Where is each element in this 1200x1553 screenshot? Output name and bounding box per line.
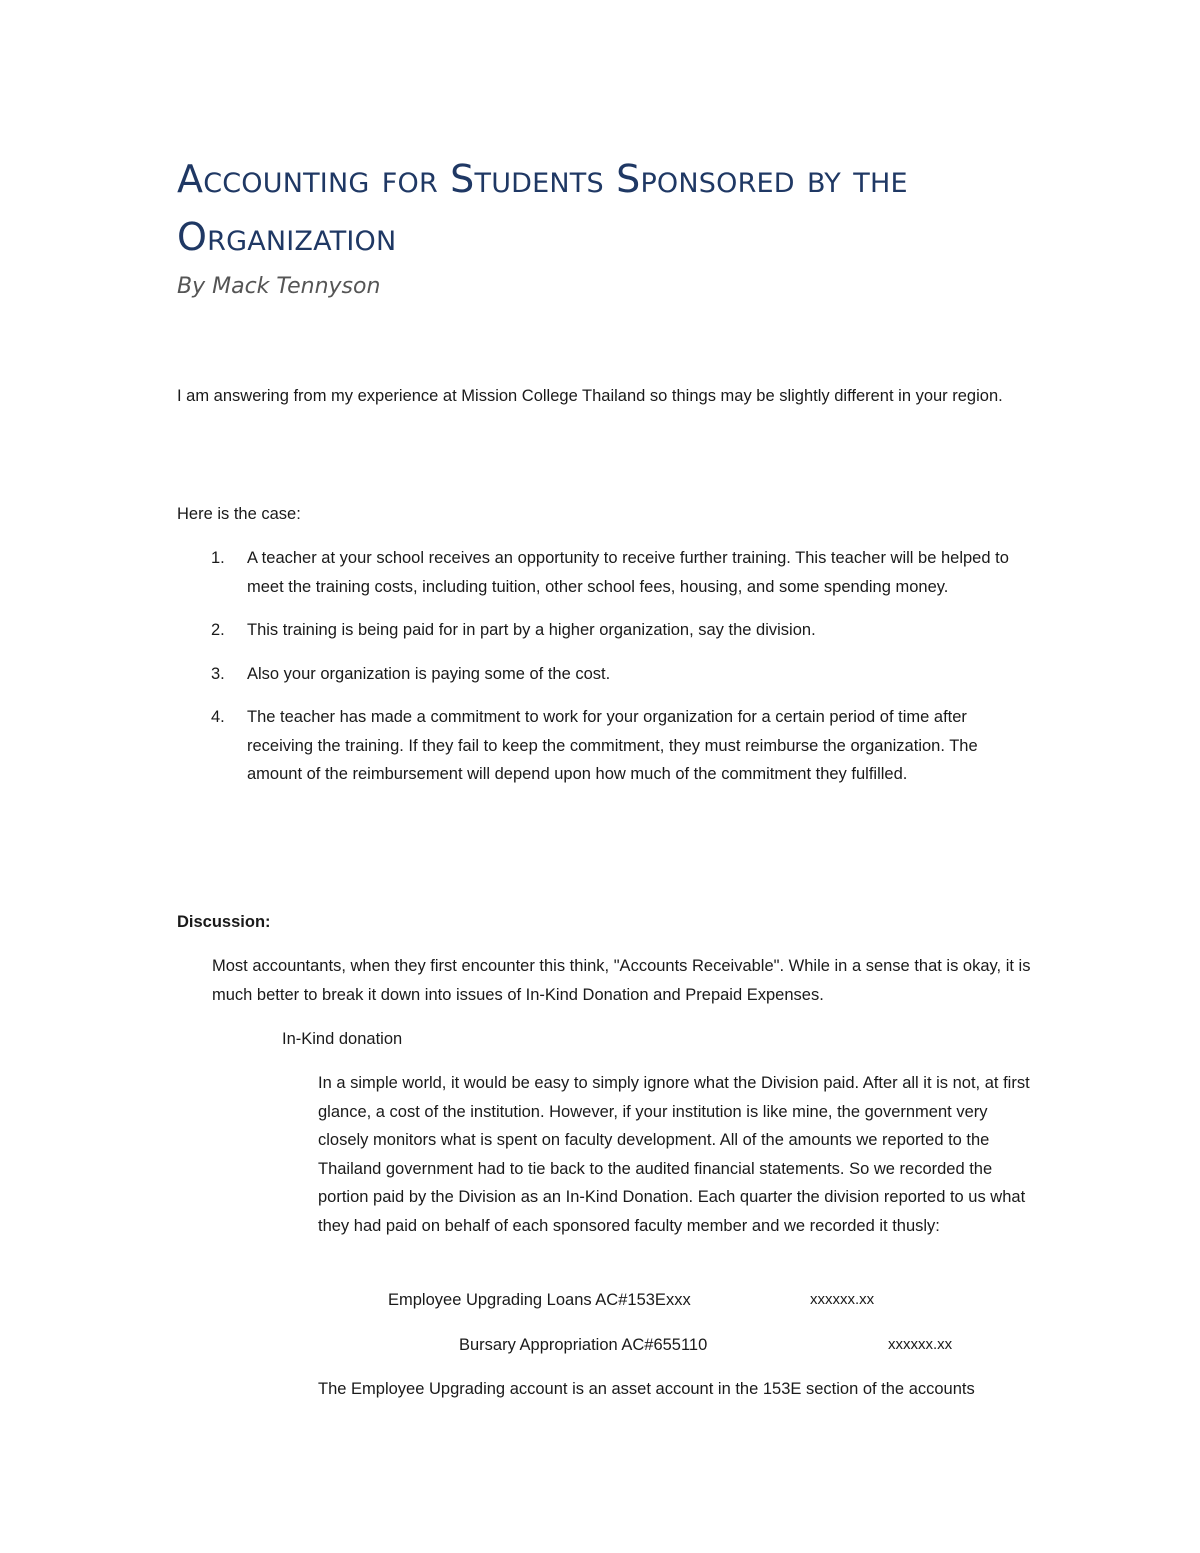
list-item	[177, 616, 1037, 645]
list-item-number: 4.	[211, 708, 225, 726]
list-item-text: A teacher at your school receives an opportunity to receive further training. This teacher will be helped to meet the training costs, including tuition, other school fees, housing, and some spending money.	[247, 549, 1009, 596]
list-item-text: This training is being paid for in part by a higher organization, say the division.	[247, 621, 816, 639]
case-label: Here is the case:	[177, 505, 301, 523]
list-item-text: The teacher has made a commitment to work for your organization for a certain period of time after receiving the training. If they fail to keep the commitment, they must reimburse the organization. The amount of the reimbursement will depend upon how much of the commitment they fulfilled.	[247, 708, 978, 783]
list-item-number: 3.	[211, 664, 225, 683]
intro-paragraph: I am answering from my experience at Mission College Thailand so things may be slightly different in your region.	[177, 387, 1003, 405]
discussion-paragraph: Most accountants, when they first encounter this think, "Accounts Receivable". While in a sense that is okay, it is much better to break it down into issues of In-Kind Donation and Prepaid Expenses.	[212, 957, 1031, 1004]
closing-paragraph: The Employee Upgrading account is an asset account in the 153E section of the accounts	[318, 1380, 975, 1398]
list-item	[177, 544, 1037, 601]
case-list	[177, 544, 1037, 804]
list-item-text: Also your organization is paying some of the cost.	[247, 664, 611, 683]
inkind-heading: In-Kind donation	[282, 1030, 403, 1048]
journal-debit-amount: xxxxxx.xx	[810, 1291, 875, 1308]
journal-credit-account: Bursary Appropriation AC#655110	[459, 1336, 708, 1354]
journal-debit-account: Employee Upgrading Loans AC#153Exxx	[388, 1291, 691, 1309]
list-item	[177, 660, 1037, 689]
inkind-paragraph: In a simple world, it would be easy to simply ignore what the Division paid. After all it is not, at first glance, a cost of the institution. However, if your institution is like mine, the government very closely monitors what is spent on faculty development. All of the amounts we reported to the Thailand government had to tie back to the audited financial statements. So we recorded the portion paid by the Division as an In-Kind Donation. Each quarter the division reported to us what they had paid on behalf of each sponsored faculty member and we recorded it thusly:	[318, 1074, 1030, 1235]
list-item	[177, 703, 1037, 789]
author-byline: By Mack Tennyson	[177, 274, 381, 299]
list-item-number: 1.	[211, 549, 225, 567]
document-title: Accounting for Students Sponsored by the Organization	[177, 157, 908, 259]
discussion-heading: Discussion:	[177, 913, 271, 931]
list-item-number: 2.	[211, 621, 225, 639]
journal-credit-amount: xxxxxx.xx	[888, 1336, 953, 1353]
